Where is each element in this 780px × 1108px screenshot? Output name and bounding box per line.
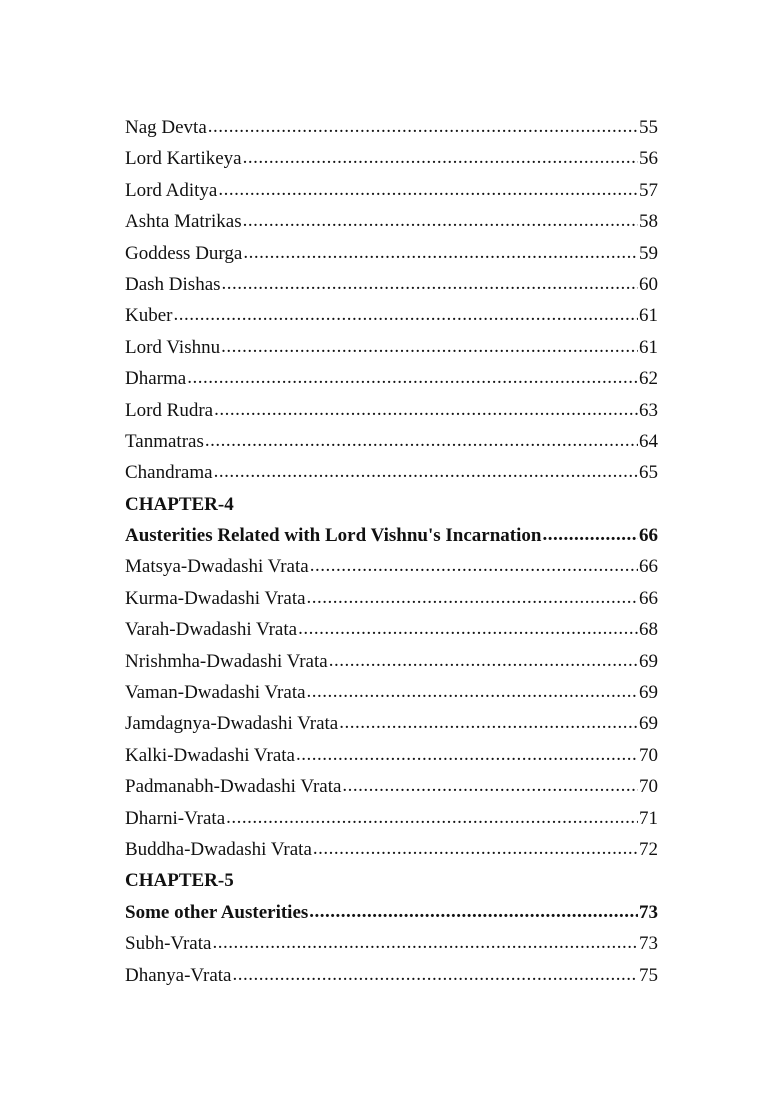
dot-leader xyxy=(232,959,638,990)
toc-entry-page: 70 xyxy=(639,744,658,766)
toc-entry-page: 59 xyxy=(639,242,658,264)
toc-entry xyxy=(125,834,658,865)
dot-leader xyxy=(214,456,638,487)
toc-entry xyxy=(125,928,658,959)
toc-entry xyxy=(125,646,658,677)
toc-entry-page: 60 xyxy=(639,273,658,295)
toc-entry-title: Matsya-Dwadashi Vrata xyxy=(125,556,309,578)
toc-entry xyxy=(125,300,658,331)
toc-entry xyxy=(125,771,658,802)
toc-entry-title: Ashta Matrikas xyxy=(125,211,242,233)
dot-leader xyxy=(208,111,638,142)
dot-leader xyxy=(173,299,638,330)
toc-entry-page: 56 xyxy=(639,148,658,170)
dot-leader xyxy=(212,927,638,958)
dot-leader xyxy=(307,582,638,613)
dot-leader xyxy=(342,770,638,801)
toc-entry-page: 57 xyxy=(639,179,658,201)
toc-entry-page: 69 xyxy=(639,713,658,735)
toc-entry xyxy=(125,583,658,614)
toc-entry-page: 69 xyxy=(639,682,658,704)
toc-entry xyxy=(125,269,658,300)
toc-entry-title: Kalki-Dwadashi Vrata xyxy=(125,744,295,766)
toc-entry-page: 66 xyxy=(639,556,658,578)
dot-leader xyxy=(187,362,638,393)
dot-leader xyxy=(205,425,638,456)
toc-entry-title: Dhanya-Vrata xyxy=(125,964,232,986)
toc-entry-title: Padmanabh-Dwadashi Vrata xyxy=(125,776,342,798)
dot-leader xyxy=(214,394,638,425)
toc-entry-page: 69 xyxy=(639,650,658,672)
toc-section-title: Austerities Related with Lord Vishnu's Incarnation xyxy=(125,525,542,547)
chapter-5-section xyxy=(125,897,658,928)
toc-entry xyxy=(125,363,658,394)
toc-entry-title: Dharma xyxy=(125,368,187,390)
toc-entry xyxy=(125,143,658,174)
table-of-contents xyxy=(125,112,658,991)
toc-entry xyxy=(125,426,658,457)
toc-entry xyxy=(125,238,658,269)
dot-leader xyxy=(243,142,638,173)
toc-entry-title: Lord Kartikeya xyxy=(125,148,242,170)
toc-entry-page: 66 xyxy=(639,587,658,609)
dot-leader xyxy=(243,205,638,236)
toc-entry-page: 72 xyxy=(639,838,658,860)
toc-entry-page: 62 xyxy=(639,368,658,390)
toc-entry xyxy=(125,551,658,582)
toc-entry-page: 63 xyxy=(639,399,658,421)
chapter-4-heading: CHAPTER-4 xyxy=(125,493,234,515)
dot-leader xyxy=(309,896,638,927)
dot-leader xyxy=(298,613,638,644)
toc-entry xyxy=(125,740,658,771)
toc-entry-title: Varah-Dwadashi Vrata xyxy=(125,619,298,641)
toc-entry-title: Buddha-Dwadashi Vrata xyxy=(125,838,312,860)
toc-entry-title: Jamdagnya-Dwadashi Vrata xyxy=(125,713,339,735)
toc-entry-title: Nrishmha-Dwadashi Vrata xyxy=(125,650,328,672)
toc-entry xyxy=(125,206,658,237)
toc-entry xyxy=(125,803,658,834)
toc-entry-title: Nag Devta xyxy=(125,117,207,138)
toc-entry-title: Subh-Vrata xyxy=(125,933,212,955)
dot-leader xyxy=(307,676,638,707)
dot-leader xyxy=(313,833,638,864)
toc-section-title: Some other Austerities xyxy=(125,901,309,923)
toc-entry xyxy=(125,457,658,488)
dot-leader xyxy=(218,174,638,205)
toc-entry-title: Kurma-Dwadashi Vrata xyxy=(125,587,306,609)
toc-entry-title: Chandrama xyxy=(125,462,213,484)
toc-entry-page: 71 xyxy=(639,807,658,829)
dot-leader xyxy=(339,707,638,738)
toc-entry-page: 58 xyxy=(639,211,658,233)
toc-entry-title: Dharni-Vrata xyxy=(125,807,226,829)
chapter-5-heading: CHAPTER-5 xyxy=(125,870,234,892)
dot-leader xyxy=(310,550,638,581)
toc-entry-page: 64 xyxy=(639,430,658,452)
dot-leader xyxy=(221,331,638,362)
dot-leader xyxy=(226,802,638,833)
dot-leader xyxy=(329,645,638,676)
toc-entry-title: Lord Rudra xyxy=(125,399,214,421)
toc-entry-title: Tanmatras xyxy=(125,430,204,452)
toc-entry-title: Lord Aditya xyxy=(125,179,218,201)
toc-entry-title: Dash Dishas xyxy=(125,273,221,295)
toc-entry-title: Kuber xyxy=(125,305,173,327)
toc-entry xyxy=(125,175,658,206)
toc-entry xyxy=(125,332,658,363)
toc-section-page: 66 xyxy=(639,525,658,547)
dot-leader xyxy=(296,739,638,770)
toc-entry-page: 55 xyxy=(639,117,658,138)
toc-entry xyxy=(125,677,658,708)
toc-entry-page: 73 xyxy=(639,933,658,955)
dot-leader xyxy=(243,237,638,268)
toc-entry-title: Vaman-Dwadashi Vrata xyxy=(125,682,306,704)
toc-entry-title: Lord Vishnu xyxy=(125,336,221,358)
toc-entry xyxy=(125,112,658,143)
toc-entry-title: Goddess Durga xyxy=(125,242,243,264)
toc-entry xyxy=(125,395,658,426)
toc-entry xyxy=(125,614,658,645)
toc-section-page: 73 xyxy=(639,901,658,923)
toc-entry-page: 61 xyxy=(639,336,658,358)
toc-entry-page: 75 xyxy=(639,964,658,986)
toc-entry-page: 68 xyxy=(639,619,658,641)
toc-entry-page: 61 xyxy=(639,305,658,327)
chapter-4-section xyxy=(125,520,658,551)
toc-entry-page: 70 xyxy=(639,776,658,798)
toc-entry xyxy=(125,960,658,991)
dot-leader xyxy=(222,268,638,299)
toc-entry-page: 65 xyxy=(639,462,658,484)
toc-entry xyxy=(125,708,658,739)
dot-leader xyxy=(542,519,638,550)
